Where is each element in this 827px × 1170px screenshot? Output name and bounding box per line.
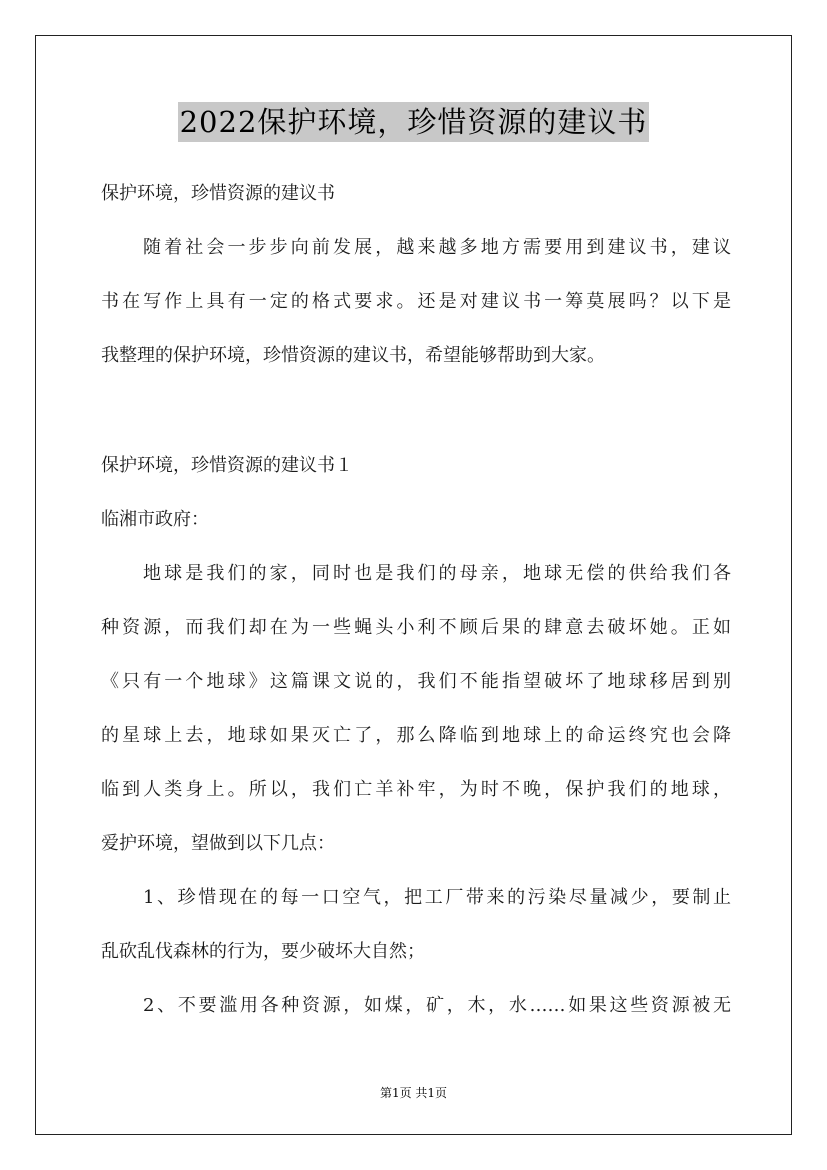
document-title: 2022保护环境，珍惜资源的建议书 <box>178 102 650 142</box>
salutation: 临湘市政府： <box>101 509 209 530</box>
page-footer: 第1页 共1页 <box>379 1086 448 1100</box>
title-container <box>0 102 827 142</box>
point-1-line: 1、珍惜现在的每一口空气，把工厂带来的污染尽量减少，要制止 <box>143 887 731 908</box>
intro-line: 我整理的保护环境，珍惜资源的建议书，希望能够帮助到大家。 <box>101 345 605 366</box>
point-2-line: 2、不要滥用各种资源，如煤，矿，木，水……如果这些资源被无 <box>143 995 731 1016</box>
subtitle: 保护环境，珍惜资源的建议书 <box>101 183 335 204</box>
body-line: 种资源，而我们却在为一些蝇头小利不顾后果的肆意去破坏她。正如 <box>101 617 731 638</box>
body-line: 的星球上去，地球如果灭亡了，那么降临到地球上的命运终究也会降 <box>101 725 731 746</box>
point-1-line: 乱砍乱伐森林的行为，要少破坏大自然； <box>101 941 425 962</box>
body-line: 爱护环境，望做到以下几点： <box>101 833 335 854</box>
body-line: 临到人类身上。所以，我们亡羊补牢，为时不晚，保护我们的地球， <box>101 779 731 800</box>
intro-line: 随着社会一步步向前发展，越来越多地方需要用到建议书，建议 <box>143 237 731 258</box>
intro-line: 书在写作上具有一定的格式要求。还是对建议书一筹莫展吗？以下是 <box>101 291 731 312</box>
body-line: 《只有一个地球》这篇课文说的，我们不能指望破坏了地球移居到别 <box>101 671 731 692</box>
body-line: 地球是我们的家，同时也是我们的母亲，地球无偿的供给我们各 <box>143 563 731 584</box>
section-heading: 保护环境，珍惜资源的建议书１ <box>101 455 353 476</box>
